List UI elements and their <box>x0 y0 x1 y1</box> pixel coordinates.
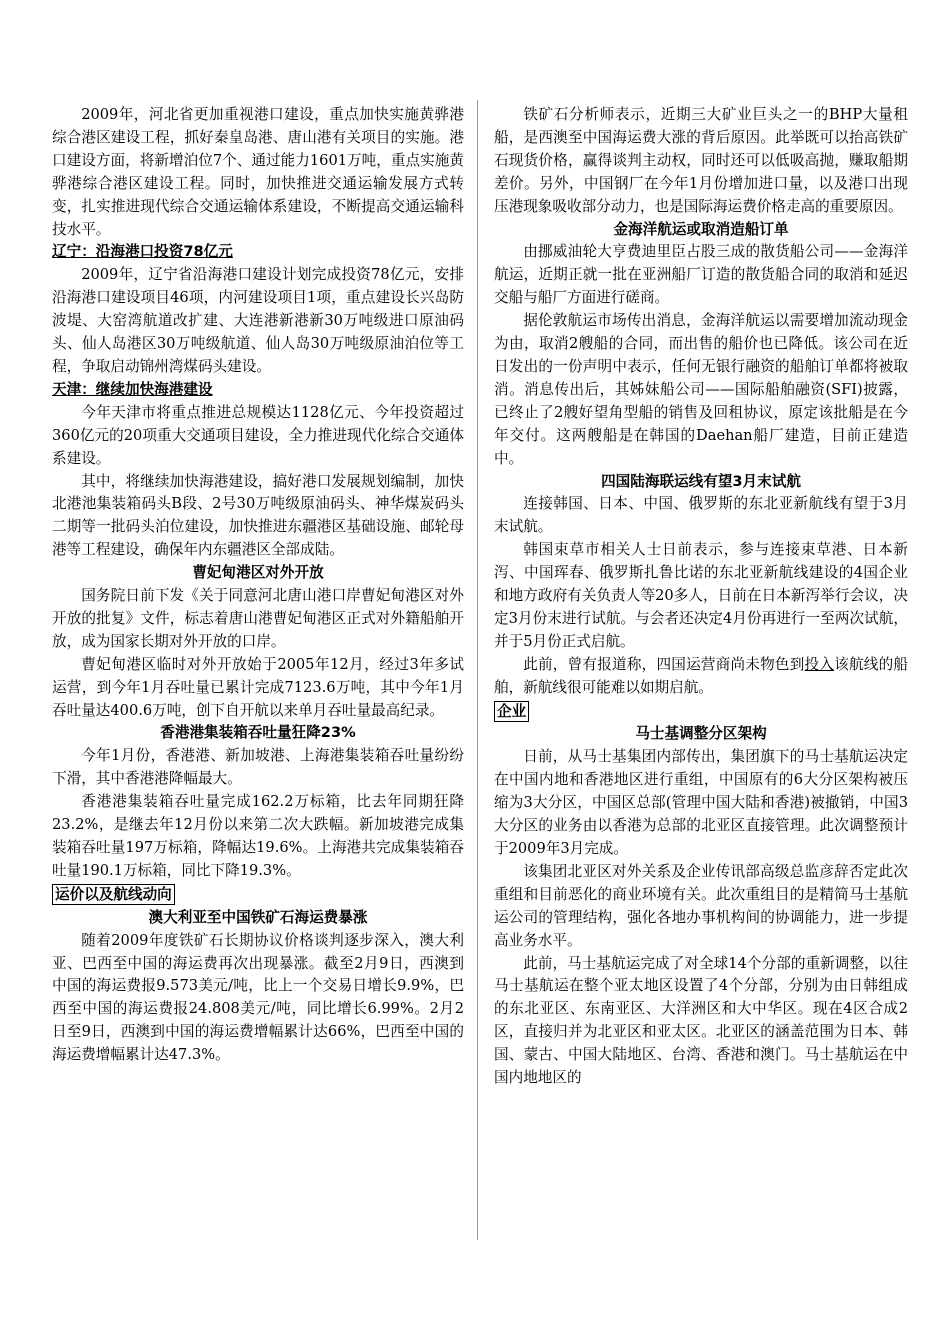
heading-australia-freight: 澳大利亚至中国铁矿石海运费暴涨 <box>148 908 368 926</box>
paragraph-hebei: 2009年，河北省更加重视港口建设，重点加快实施黄骅港综合港区建设工程，抓好秦皇岛港、唐山港有关项目的实施。港口建设方面，将新增泊位7个、通过能力1601万吨，重点实施黄骅港综合港区建设工程。同时，加快推进交通运输发展方式转变，扎实推进现代综合交通运输体系建设，不断提高交通运输科技水平。 <box>52 106 464 238</box>
paragraph-maersk-1: 日前，从马士基集团内部传出，集团旗下的马士基航运决定在中国内地和香港地区进行重组，中国原有的6大分区架构被压缩为3大分区，中国区总部(管理中国大陆和香港)被撤销，中国3大分区的业务由以香港为总部的北亚区直接管理。此次调整预计于2009年3月完成。 <box>494 748 908 857</box>
paragraph-australia: 随着2009年度铁矿石长期协议价格谈判逐步深入，澳大利亚、巴西至中国的海运费再次出现暴涨。截至2月9日，西澳到中国的海运费报9.573美元/吨，比上一个交易日增长9.9%，巴西至中国的海运费报24.808美元/吨，同比增长6.99%。2月2日至9日，西澳到中国的海运费增幅累计达66%，巴西至中国的海运费增幅累计达47.3%。 <box>52 931 464 1064</box>
right-column <box>494 104 908 1090</box>
underlined-text: 投入 <box>804 655 835 673</box>
paragraph-golden-ocean-2: 据伦敦航运市场传出消息，金海洋航运以需要增加流动现金为由，取消2艘船的合同，而出售的船价也已降低。该公司在近日发出的一份声明中表示，任何无银行融资的船舶订单都将被取消。消息传出后，其姊妹船公司——国际船舶融资(SFI)披露，已终止了2艘好望角型船的销售及回租协议，原定该批船是在今年交付。这两艘船是在韩国的Daehan船厂建造，目前正建造中。 <box>494 312 908 467</box>
heading-liaoning: 辽宁：沿海港口投资78亿元 <box>52 243 233 261</box>
section-label-enterprise: 企业 <box>494 701 529 722</box>
paragraph-hongkong-1: 今年1月份，香港港、新加坡港、上海港集装箱吞吐量纷纷下滑，其中香港港降幅最大。 <box>52 747 464 788</box>
paragraph-maersk-3: 此前，马士基航运完成了对全球14个分部的重新调整，以往马士基航运在整个亚太地区设置了4个分部，分别为由日韩组成的东北亚区、东南亚区、大洋洲区和大中华区。现在4区合成2区，直接归并为北亚区和亚太区。北亚区的涵盖范围为日本、韩国、蒙古、中国大陆地区、台湾、香港和澳门。马士基航运在中国内地地区的 <box>494 954 908 1087</box>
paragraph-four-country-1: 连接韩国、日本、中国、俄罗斯的东北亚新航线有望于3月末试航。 <box>494 495 908 536</box>
heading-four-country-route: 四国陆海联运线有望3月末试航 <box>601 472 801 490</box>
section-label-freight: 运价以及航线动向 <box>52 884 175 905</box>
paragraph-hongkong-2: 香港港集装箱吞吐量完成162.2万标箱，比去年同期狂降23.2%，是继去年12月份以来第二次大跌幅。新加坡港完成集装箱吞吐量197万标箱，降幅达19.6%。上海港共完成集装箱吞吐量190.1万标箱，同比下降19.3%。 <box>52 793 464 879</box>
column-divider <box>477 100 478 1240</box>
heading-tianjin: 天津：继续加快海港建设 <box>52 380 213 398</box>
paragraph-caofeidian-1: 国务院日前下发《关于同意河北唐山港口岸曹妃甸港区对外开放的批复》文件，标志着唐山港曹妃甸港区正式对外籍船舶开放，成为国家长期对外开放的口岸。 <box>52 587 464 650</box>
paragraph-maersk-2: 该集团北亚区对外关系及企业传讯部高级总监彦辞否定此次重组和目前恶化的商业环境有关。此次重组目的是精简马士基航运公司的管理结构，强化各地办事机构间的协调能力，进一步提高业务水平。 <box>494 862 908 949</box>
text-segment: 该航线的船舶，新航线很可能难以如期启航。 <box>494 655 908 696</box>
text-segment: 此前，曾有报道称，四国运营商尚未物色到 <box>523 655 805 673</box>
paragraph-liaoning: 2009年，辽宁省沿海港口建设计划完成投资78亿元，安排沿海港口建设项目46项，内河建设项目1项，重点建设长兴岛防波堤、大窑湾航道改扩建、大连港新港新30万吨级进口原油码头、仙人岛港区30万吨级航道、仙人岛30万吨级原油泊位等工程，争取启动锦州湾煤码头建设。 <box>52 266 464 375</box>
paragraph-iron-ore: 铁矿石分析师表示，近期三大矿业巨头之一的BHP大量租船，是西澳至中国海运费大涨的背后原因。此举既可以抬高铁矿石现货价格，赢得谈判主动权，同时还可以低吸高抛，赚取船期差价。另外，中国钢厂在今年1月份增加进口量，以及港口出现压港现象吸收部分动力，也是国际海运费价格走高的重要原因。 <box>494 106 908 215</box>
left-column <box>52 104 464 1067</box>
paragraph-four-country-2: 韩国束草市相关人士日前表示，参与连接束草港、日本新泻、中国珲春、俄罗斯扎鲁比诺的东北亚新航线建设的4国企业和地方政府有关负责人等20多人，日前在日本新泻举行会议，决定3月份末进行试航。与会者还决定4月份再进行一至两次试航，并于5月份正式启航。 <box>494 541 908 650</box>
paragraph-tianjin-2: 其中，将继续加快海港建设，搞好港口发展规划编制，加快北港池集装箱码头B段、2号30万吨级原油码头、神华煤炭码头二期等一批码头泊位建设，加快推进东疆港区基础设施、邮轮母港等工程建设，确保年内东疆港区全部成陆。 <box>52 472 464 559</box>
paragraph-tianjin-1: 今年天津市将重点推进总规模达1128亿元、今年投资超过360亿元的20项重大交通项目建设，全力推进现代化综合交通体系建设。 <box>52 403 464 467</box>
heading-hongkong-port: 香港港集装箱吞吐量狂降23% <box>160 724 356 742</box>
paragraph-golden-ocean-1: 由挪威油轮大亨费迪里臣占股三成的散货船公司——金海洋航运，近期正就一批在亚洲船厂订造的散货船合同的取消和延迟交船与船厂方面进行磋商。 <box>494 243 908 307</box>
heading-maersk: 马士基调整分区架构 <box>635 725 767 743</box>
paragraph-caofeidian-2: 曹妃甸港区临时对外开放始于2005年12月，经过3年多试运营，到今年1月吞吐量已累计完成7123.6万吨，其中今年1月吞吐量达400.6万吨，创下自开航以来单月吞吐量最高纪录。 <box>52 655 464 719</box>
heading-caofeidian: 曹妃甸港区对外开放 <box>192 564 324 582</box>
paragraph-four-country-3 <box>494 654 908 700</box>
heading-golden-ocean: 金海洋航运或取消造船订单 <box>613 220 789 238</box>
